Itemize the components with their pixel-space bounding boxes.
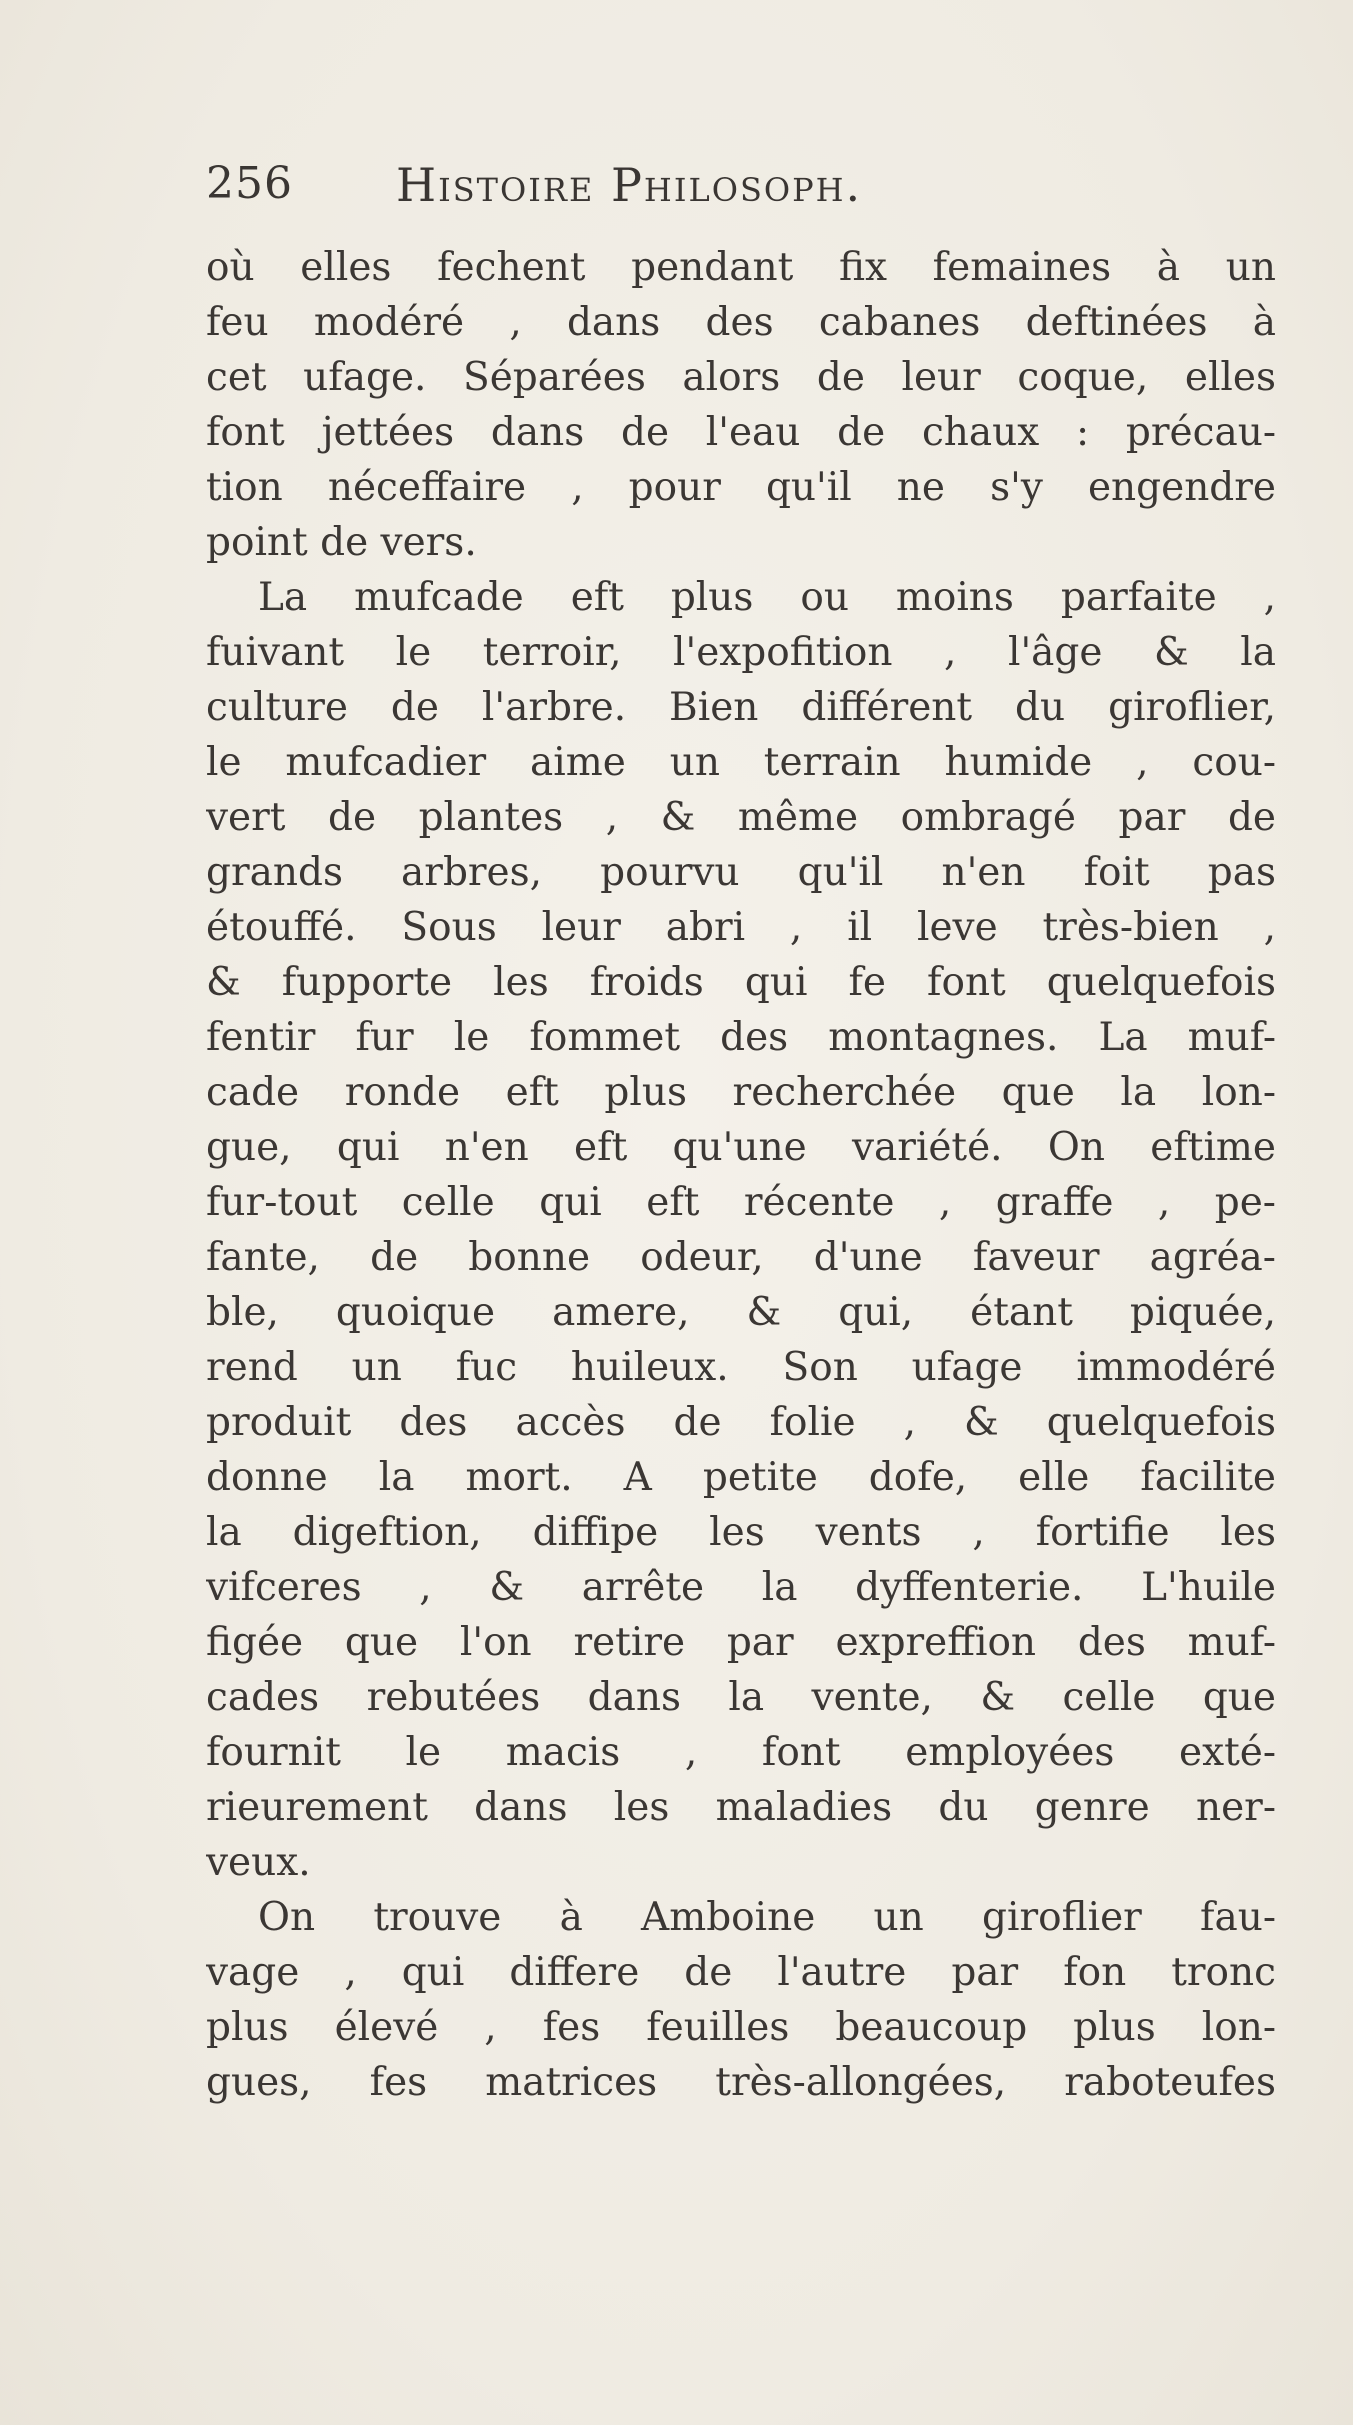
text-line: étouffé. Sous leur abri , il leve très-bien , — [206, 905, 1276, 950]
text-line: donne la mort. A petite dofe, elle facilite — [206, 1455, 1276, 1500]
text-line: rend un fuc huileux. Son ufage immodéré — [206, 1345, 1276, 1390]
text-line: rieurement dans les maladies du genre ner- — [206, 1785, 1276, 1830]
text-line: fur-tout celle qui eft récente , graffe , pe- — [206, 1180, 1276, 1225]
text-line: figée que l'on retire par expreffion des muf- — [206, 1620, 1276, 1665]
text-line: grands arbres, pourvu qu'il n'en foit pas — [206, 850, 1276, 895]
text-line: fournit le macis , font employées exté- — [206, 1730, 1276, 1775]
page-number: 256 — [206, 158, 293, 209]
text-line: feu modéré , dans des cabanes deftinées à — [206, 300, 1276, 345]
page-header — [206, 158, 1206, 218]
text-line: gue, qui n'en eft qu'une variété. On eftime — [206, 1125, 1276, 1170]
paragraph-start-line: La mufcade eft plus ou moins parfaite , — [258, 575, 1276, 620]
text-line: gues, fes matrices très-allongées, raboteufes — [206, 2060, 1276, 2105]
text-line: fante, de bonne odeur, d'une faveur agréa- — [206, 1235, 1276, 1280]
text-line: la digeftion, diffipe les vents , fortifie les — [206, 1510, 1276, 1555]
text-line: cade ronde eft plus recherchée que la lon- — [206, 1070, 1276, 1115]
text-line: où elles fechent pendant fix femaines à un — [206, 245, 1276, 290]
text-line: font jettées dans de l'eau de chaux : précau- — [206, 410, 1276, 455]
text-line: cades rebutées dans la vente, & celle que — [206, 1675, 1276, 1720]
text-line: vifceres , & arrête la dyffenterie. L'huile — [206, 1565, 1276, 1610]
text-line: le mufcadier aime un terrain humide , cou- — [206, 740, 1276, 785]
body-text — [206, 240, 1276, 2110]
running-title: Histoire Philosoph. — [396, 158, 863, 212]
text-line: fuivant le terroir, l'expofition , l'âge & la — [206, 630, 1276, 675]
text-line: point de vers. — [206, 520, 477, 565]
text-line: vert de plantes , & même ombragé par de — [206, 795, 1276, 840]
text-line: plus élevé , fes feuilles beaucoup plus lon- — [206, 2005, 1276, 2050]
text-line: & fupporte les froids qui fe font quelquefois — [206, 960, 1276, 1005]
text-line: culture de l'arbre. Bien différent du giroflier, — [206, 685, 1276, 730]
text-line: cet ufage. Séparées alors de leur coque, elles — [206, 355, 1276, 400]
paragraph-start-line: On trouve à Amboine un giroflier fau- — [258, 1895, 1276, 1940]
text-line: veux. — [206, 1840, 311, 1885]
text-line: produit des accès de folie , & quelquefois — [206, 1400, 1276, 1445]
text-line: vage , qui differe de l'autre par fon tronc — [206, 1950, 1276, 1995]
text-line: fentir fur le fommet des montagnes. La muf- — [206, 1015, 1276, 1060]
text-line: tion néceffaire , pour qu'il ne s'y engendre — [206, 465, 1276, 510]
text-line: ble, quoique amere, & qui, étant piquée, — [206, 1290, 1276, 1335]
